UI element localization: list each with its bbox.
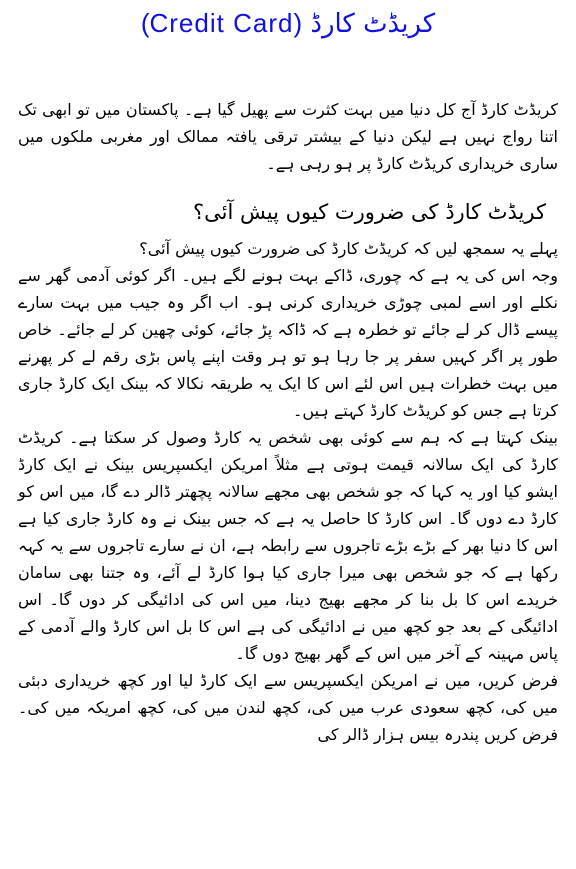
paragraph-intro: کریڈٹ کارڈ آج کل دنیا میں بہت کثرت سے پھیل گیا ہے۔ پاکستان میں تو ابھی تک اتنا رواج نہیں ہے لیکن دنیا کے بیشتر ترقی یافتہ ممالک اور مغربی ملکوں میں ساری خریداری کریڈٹ کارڈ پر ہو رہی ہے۔ (18, 100, 558, 173)
paragraph-reason: وجہ اس کی یہ ہے کہ چوری، ڈاکے بہت ہونے لگے ہیں۔ اگر کوئی آدمی گھر سے نکلے اور اسے لمبی چوڑی خریداری کرنی ہو۔ اب اگر وہ جیب میں بہت سارے پیسے ڈال کر لے جائے تو خطرہ ہے کہ ڈاکہ پڑ جائے، کوئی چھین کر لے جائے۔ خاص طور پر اگر کہیں سفر پر جا رہا ہو تو ہر وقت اپنے پاس بڑی رقم لے کر پھرنے میں بہت خطرات ہیں اس لئے اس کا ایک یہ طریقہ نکالا کہ بینک ایک کارڈ جاری کرتا ہے جس کو کریڈٹ کارڈ کہتے ہیں۔ (18, 266, 558, 420)
paragraph-example: فرض کریں، میں نے امریکن ایکسپریس سے ایک کارڈ لیا اور کچھ خریداری دبئی میں کی، کچھ سعودی عرب میں کی، کچھ لندن میں کی، کچھ امریکہ میں کی۔ فرض کریں پندرہ بیس ہزار ڈالر کی (18, 671, 558, 744)
title-urdu: کریڈٹ کارڈ (310, 9, 436, 39)
paragraph-bank: بینک کہتا ہے کہ ہم سے کوئی بھی شخص یہ کارڈ وصول کر سکتا ہے۔ کریڈٹ کارڈ کی ایک سالانہ قیمت ہوتی ہے مثلاً امریکن ایکسپریس بینک نے ایک کارڈ ایشو کیا اور یہ کہا کہ جو شخص بھی مجھے سالانہ پچھتر ڈالر دے گا، میں اس کو کارڈ دے دوں گا۔ اس کارڈ کا حاصل یہ ہے کہ جس بینک نے وہ کارڈ جاری کیا ہے اس کا دنیا بھر کے بڑے بڑے تاجروں سے رابطہ ہے، ان نے سارے تاجروں سے یہ کہہ رکھا ہے کہ جو شخص بھی میرا جاری کیا ہوا کارڈ لے آئے، وہ جتنا بھی سامان خریدے اس کا بل بنا کر مجھے بھیج دینا، میں اس کی ادائیگی کر دوں گا۔ اس ادائیگی کے بعد جو کچھ میں نے ادائیگی کی ہے اس کا بل اس کارڈ والے آدمی کے پاس مہینہ کے آخر میں اس کے گھر بھیج دوں گا۔ (18, 428, 558, 663)
question-line: پہلے یہ سمجھ لیں کہ کریڈٹ کارڈ کی ضرورت کیوں پیش آئی؟ (139, 239, 558, 258)
title-english: (Credit Card) (140, 8, 303, 38)
section-heading: کریڈٹ کارڈ کی ضرورت کیوں پیش آئی؟ (192, 200, 546, 224)
document-body (18, 96, 558, 748)
page-title (0, 8, 576, 39)
